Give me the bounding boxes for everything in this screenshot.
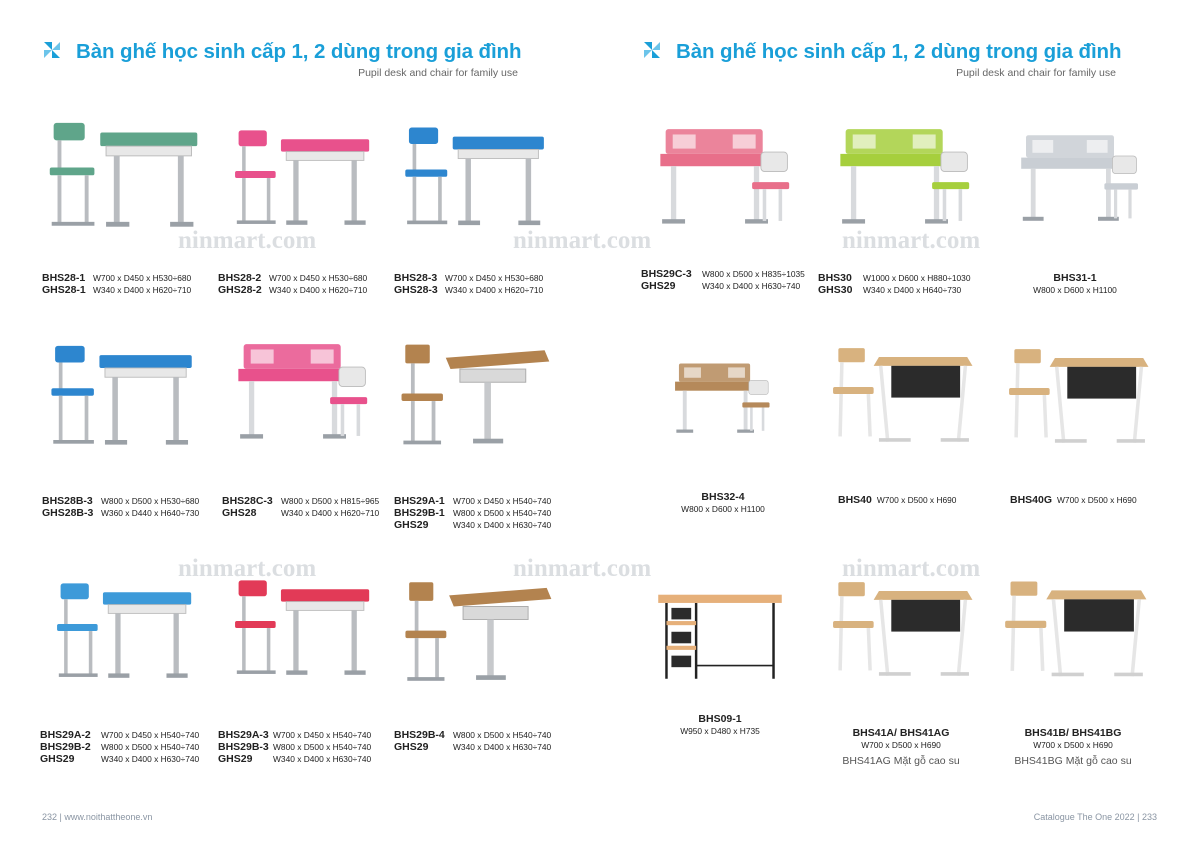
product-image-bhs28b-3 <box>40 344 205 464</box>
product-label: BHS40 W700 x D500 x H690 <box>838 494 957 506</box>
product-note: BHS41BG Mặt gỗ cao su <box>1014 755 1132 767</box>
product-label: BHS09-1 W950 x D480 x H735 <box>680 713 760 736</box>
product-label: BHS28-2 W700 x D450 x H530÷680 GHS28-2 W340 x D400 x H620÷710 <box>218 272 368 296</box>
product-label: BHS29A-2 W700 x D450 x H540÷740 BHS29B-2 W800 x D500 x H540÷740 GHS29 W340 x D400 x H630÷740 <box>40 729 200 765</box>
watermark: ninmart.com <box>178 227 317 254</box>
product-label: BHS29B-4 W800 x D500 x H540÷740 GHS29 W340 x D400 x H630÷740 <box>394 729 552 753</box>
product-label: BHS29A-3 W700 x D450 x H540÷740 BHS29B-3 W800 x D500 x H540÷740 GHS29 W340 x D400 x H630÷740 <box>218 729 372 765</box>
right-page <box>513 0 1200 848</box>
product-image-bhs31-1 <box>1010 122 1146 246</box>
product-label: BHS32-4 W800 x D600 x H1100 <box>681 491 765 514</box>
watermark: ninmart.com <box>513 555 652 582</box>
footer-left: 232 | www.noithattheone.vn <box>42 812 153 822</box>
product-label: BHS29A-1 W700 x D450 x H540÷740 BHS29B-1 W800 x D500 x H540÷740 GHS29 W340 x D400 x H630÷740 <box>394 495 552 531</box>
product-label: BHS41A/ BHS41AG W700 x D500 x H690 BHS41AG Mặt gỗ cao su <box>826 727 976 767</box>
product-note: BHS41AG Mặt gỗ cao su <box>842 755 960 767</box>
product-image-bhs29c-3 <box>648 118 798 248</box>
pinwheel-icon <box>42 40 62 60</box>
product-image-bhs28-2 <box>228 126 378 246</box>
product-label: BHS30 W1000 x D600 x H880÷1030 GHS30 W340 x D400 x H640÷730 <box>818 272 971 296</box>
product-image-bhs41b <box>998 574 1150 698</box>
footer-right: Catalogue The One 2022 | 233 <box>1033 812 1157 822</box>
pinwheel-icon <box>642 40 662 60</box>
product-image-bhs29a-3 <box>228 576 378 696</box>
watermark: ninmart.com <box>513 227 652 254</box>
watermark: ninmart.com <box>842 227 981 254</box>
product-image-bhs29a-1 <box>394 340 554 464</box>
product-label: BHS40G W700 x D500 x H690 <box>1010 494 1137 506</box>
product-image-bhs32-4 <box>666 338 776 468</box>
product-image-bhs09-1 <box>650 582 790 698</box>
product-image-bhs28-1 <box>42 120 207 248</box>
product-image-bhs29b-4 <box>398 578 556 700</box>
product-image-bhs40g <box>1002 338 1152 468</box>
product-image-bhs29a-2 <box>50 578 200 700</box>
product-image-bhs28-3 <box>398 124 553 246</box>
product-label: BHS28-1 W700 x D450 x H530÷680 GHS28-1 W340 x D400 x H620÷710 <box>42 272 192 296</box>
product-label: BHS31-1 W800 x D600 x H1100 <box>1033 272 1117 295</box>
watermark: ninmart.com <box>178 555 317 582</box>
product-label: BHS28-3 W700 x D450 x H530÷680 GHS28-3 W340 x D400 x H620÷710 <box>394 272 544 296</box>
product-image-bhs28c-3 <box>226 334 376 462</box>
page-title: Bàn ghế học sinh cấp 1, 2 dùng trong gia đình <box>676 40 1122 63</box>
page-subtitle: Pupil desk and chair for family use <box>956 67 1116 79</box>
page-title: Bàn ghế học sinh cấp 1, 2 dùng trong gia đình <box>76 40 522 63</box>
product-image-bhs41a <box>826 574 976 698</box>
product-label: BHS28B-3 W800 x D500 x H530÷680 GHS28B-3 W360 x D440 x H640÷730 <box>42 495 200 519</box>
page-subtitle: Pupil desk and chair for family use <box>358 67 518 79</box>
watermark: ninmart.com <box>842 555 981 582</box>
product-label: BHS29C-3 W800 x D500 x H835÷1035 GHS29 W340 x D400 x H630÷740 <box>641 268 805 292</box>
product-image-bhs30 <box>828 120 978 246</box>
product-image-bhs40 <box>826 336 976 468</box>
product-label: BHS41B/ BHS41BG W700 x D500 x H690 BHS41BG Mặt gỗ cao su <box>998 727 1148 767</box>
product-label: BHS28C-3 W800 x D500 x H815÷965 GHS28 W340 x D400 x H620÷710 <box>222 495 380 519</box>
